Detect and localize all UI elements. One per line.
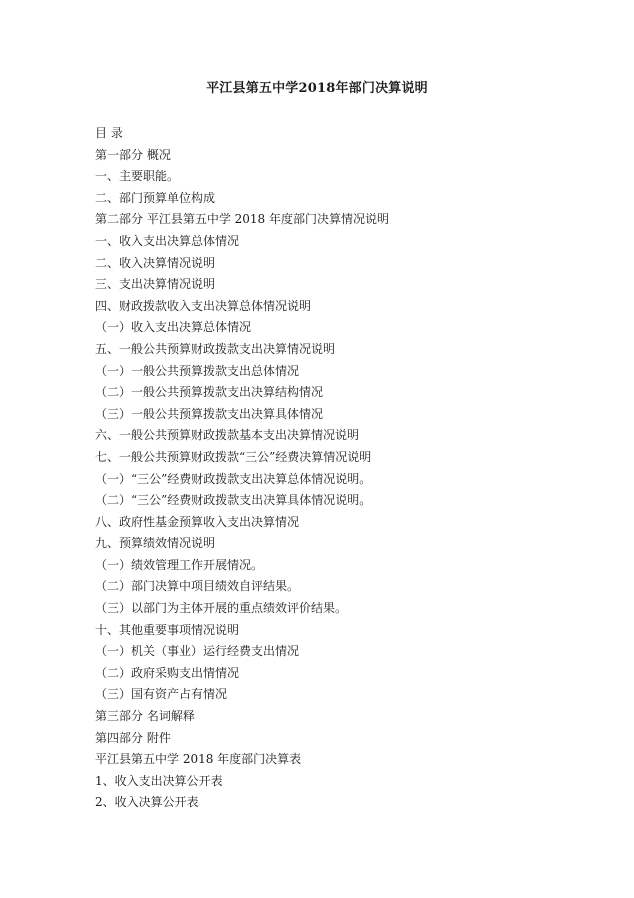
table-of-contents <box>95 123 555 814</box>
toc-line: 二、收入决算情况说明 <box>95 255 216 270</box>
toc-line: 五、一般公共预算财政拨款支出决算情况说明 <box>95 341 336 356</box>
toc-line: 第一部分 概况 <box>95 147 171 162</box>
toc-line: 六、一般公共预算财政拨款基本支出决算情况说明 <box>95 428 360 443</box>
document-title: 平江县第五中学2018年部门决算说明 <box>206 81 428 96</box>
toc-line: 1、收入支出决算公开表 <box>95 773 223 788</box>
toc-line: 八、政府性基金预算收入支出决算情况 <box>95 514 300 529</box>
toc-line: 2、收入决算公开表 <box>95 795 199 810</box>
toc-line: 九、预算绩效情况说明 <box>95 536 216 551</box>
toc-heading: 目 录 <box>95 126 123 140</box>
toc-line: （三）国有资产占有情况 <box>95 687 228 702</box>
toc-line: 四、财政拨款收入支出决算总体情况说明 <box>95 298 312 313</box>
toc-line: 二、部门预算单位构成 <box>95 190 216 205</box>
toc-line: （一）“三公”经费财政拨款支出决算总体情况说明。 <box>95 471 372 486</box>
toc-line: （二）一般公共预算拨款支出决算结构情况 <box>95 385 324 400</box>
toc-line: 一、主要职能。 <box>95 169 180 184</box>
toc-line: （一）一般公共预算拨款支出总体情况 <box>95 363 300 378</box>
toc-line: （二）部门决算中项目绩效自评结果。 <box>95 579 300 594</box>
toc-line: 第四部分 附件 <box>95 730 171 745</box>
toc-line: （二）政府采购支出情情况 <box>95 665 240 680</box>
toc-line: 十、其他重要事项情况说明 <box>95 622 240 637</box>
toc-line: 三、支出决算情况说明 <box>95 277 216 292</box>
toc-line: 第二部分 平江县第五中学 2018 年度部门决算情况说明 <box>95 212 389 227</box>
toc-line: 平江县第五中学 2018 年度部门决算表 <box>95 752 302 767</box>
toc-line: （一）绩效管理工作开展情况。 <box>95 557 264 572</box>
toc-line: （一）收入支出决算总体情况 <box>95 320 252 335</box>
toc-line: 第三部分 名词解释 <box>95 709 195 724</box>
toc-line: （一）机关（事业）运行经费支出情况 <box>95 644 300 659</box>
toc-line: （三）以部门为主体开展的重点绩效评价结果。 <box>95 601 348 616</box>
toc-line: （二）“三公”经费财政拨款支出决算具体情况说明。 <box>95 493 372 508</box>
toc-line: （三）一般公共预算拨款支出决算具体情况 <box>95 406 324 421</box>
toc-line: 七、一般公共预算财政拨款“三公”经费决算情况说明 <box>95 449 372 464</box>
toc-line: 一、收入支出决算总体情况 <box>95 233 240 248</box>
